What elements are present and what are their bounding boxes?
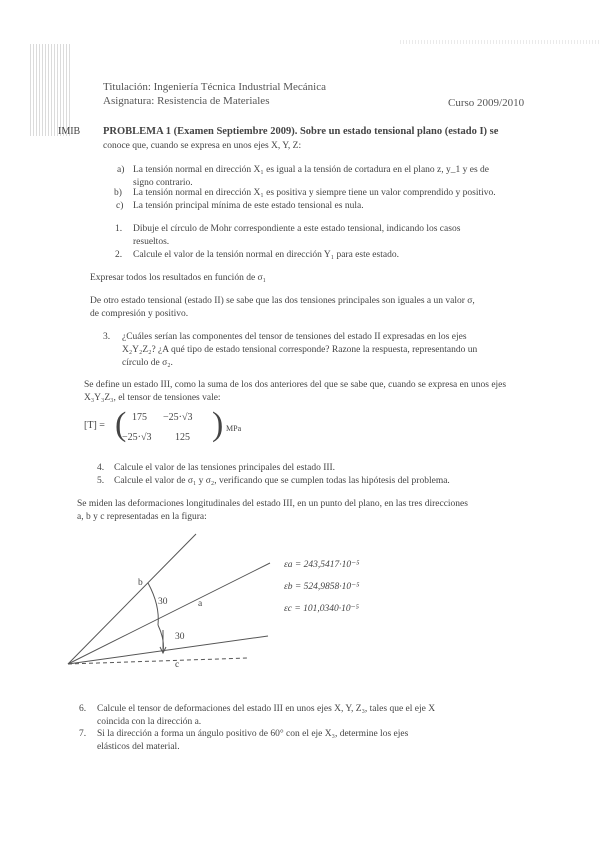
q5-text: Calcule el valor de σ₁ y σ₂, verificando que se cumplen todas las hipótesis del problema. (114, 476, 450, 486)
q6-text: Calcule el tensor de deformaciones del estado III en unos ejes X, Y, Z₃, tales que el eje X (97, 704, 436, 714)
strain-b: εb = 524,9858·10⁻⁵ (284, 582, 360, 592)
tensor-a11: 175 (132, 412, 147, 423)
angle-label-2: 30 (175, 632, 185, 642)
q7-num: 7. (79, 729, 87, 739)
note-text: Expresar todos los resultados en función de σ₁ (90, 273, 266, 283)
tensor-a22: 125 (175, 432, 190, 443)
q7-text: Si la dirección a forma un ángulo positivo de 60° con el eje X₃, determine los ejes (97, 729, 409, 739)
label-a: a (198, 599, 203, 609)
item-b-mark: b) (114, 188, 122, 198)
strain-intro: Se miden las deformaciones longitudinales del estado III, en un punto del plano, en las tres direcciones (77, 499, 468, 509)
tensor-right-bracket: ) (212, 406, 224, 443)
strain-a: εa = 243,5417·10⁻⁵ (284, 560, 360, 570)
q7-cont: elásticos del material. (97, 742, 180, 752)
q6-num: 6. (79, 704, 87, 714)
item-a-text: La tensión normal en dirección X₁ es igual a la tensión de cortadura en el plano z, y_1 y es de (133, 165, 490, 175)
strain-c: εc = 101,0340·10⁻⁵ (284, 604, 359, 614)
problem-title: PROBLEMA 1 (Examen Septiembre 2009). Sobre un estado tensional plano (estado I) se (103, 126, 499, 137)
q2-num: 2. (115, 250, 123, 260)
direction-a-line (68, 563, 270, 664)
item-a-mark: a) (117, 165, 125, 175)
direction-c-line (68, 636, 268, 664)
tensor-left-bracket: ( (115, 406, 127, 443)
header-line2: Asignatura: Resistencia de Materiales (103, 95, 270, 107)
item-c-text: La tensión principal mínima de este estado tensional es nula. (133, 201, 364, 211)
q4-text: Calcule el valor de las tensiones principales del estado III. (114, 463, 336, 473)
label-c: c (175, 660, 180, 670)
problem-title-cont: conoce que, cuando se expresa en unos ejes X, Y, Z: (103, 141, 302, 151)
item-c-mark: c) (116, 201, 124, 211)
angle-label-1: 30 (158, 597, 168, 607)
q2-text: Calcule el valor de la tensión normal en dirección Y₁ para este estado. (133, 250, 399, 260)
header-line1: Titulación: Ingeniería Técnica Industrial Mecánica (103, 81, 326, 93)
item-b-text: La tensión normal en dirección X₁ es positiva y siempre tiene un valor comprendido y positivo. (133, 188, 496, 198)
reference-line (68, 658, 248, 664)
item-a-cont: signo contrario. (133, 178, 193, 188)
q3-cont: X₂Y₂Z₂? ¿A qué tipo de estado tensional corresponde? Razone la respuesta, representando un (122, 345, 478, 355)
tensor-unit: MPa (226, 424, 242, 433)
q3-text: ¿Cuáles serían las componentes del tensor de tensiones del estado II expresadas en los ejes (122, 332, 467, 342)
q3-num: 3. (103, 332, 111, 342)
state3-text: Se define un estado III, como la suma de los dos anteriores del que se sabe que, cuando se expresa en unos ejes (84, 380, 507, 390)
label-b: b (138, 578, 143, 588)
direction-b-line (68, 534, 196, 664)
state3-cont: X₃Y₃Z₃, el tensor de tensiones vale: (84, 393, 221, 403)
q1-cont: resueltos. (133, 237, 170, 247)
course-label: Curso 2009/2010 (448, 97, 525, 109)
tensor-a12: −25·√3 (163, 412, 193, 423)
tensor-label: [T] = (84, 420, 105, 431)
q3-cont2: círculo de σ₂. (122, 358, 173, 368)
tensor-a21: −25·√3 (122, 432, 152, 443)
strain-intro-cont: a, b y c representadas en la figura: (77, 512, 207, 522)
q4-num: 4. (97, 463, 105, 473)
q5-num: 5. (97, 476, 105, 486)
q1-num: 1. (115, 224, 123, 234)
q1-text: Dibuje el círculo de Mohr correspondiente a este estado tensional, indicando los casos (133, 224, 461, 234)
state2-text: De otro estado tensional (estado II) se sabe que las dos tensiones principales son iguales a un valor σ, (90, 296, 475, 306)
q6-cont: coincida con la dirección a. (97, 717, 202, 727)
problem-side-label: IMIB (58, 126, 81, 137)
state2-cont: de compresión y positivo. (90, 309, 189, 319)
angle-arc-1 (148, 583, 158, 625)
